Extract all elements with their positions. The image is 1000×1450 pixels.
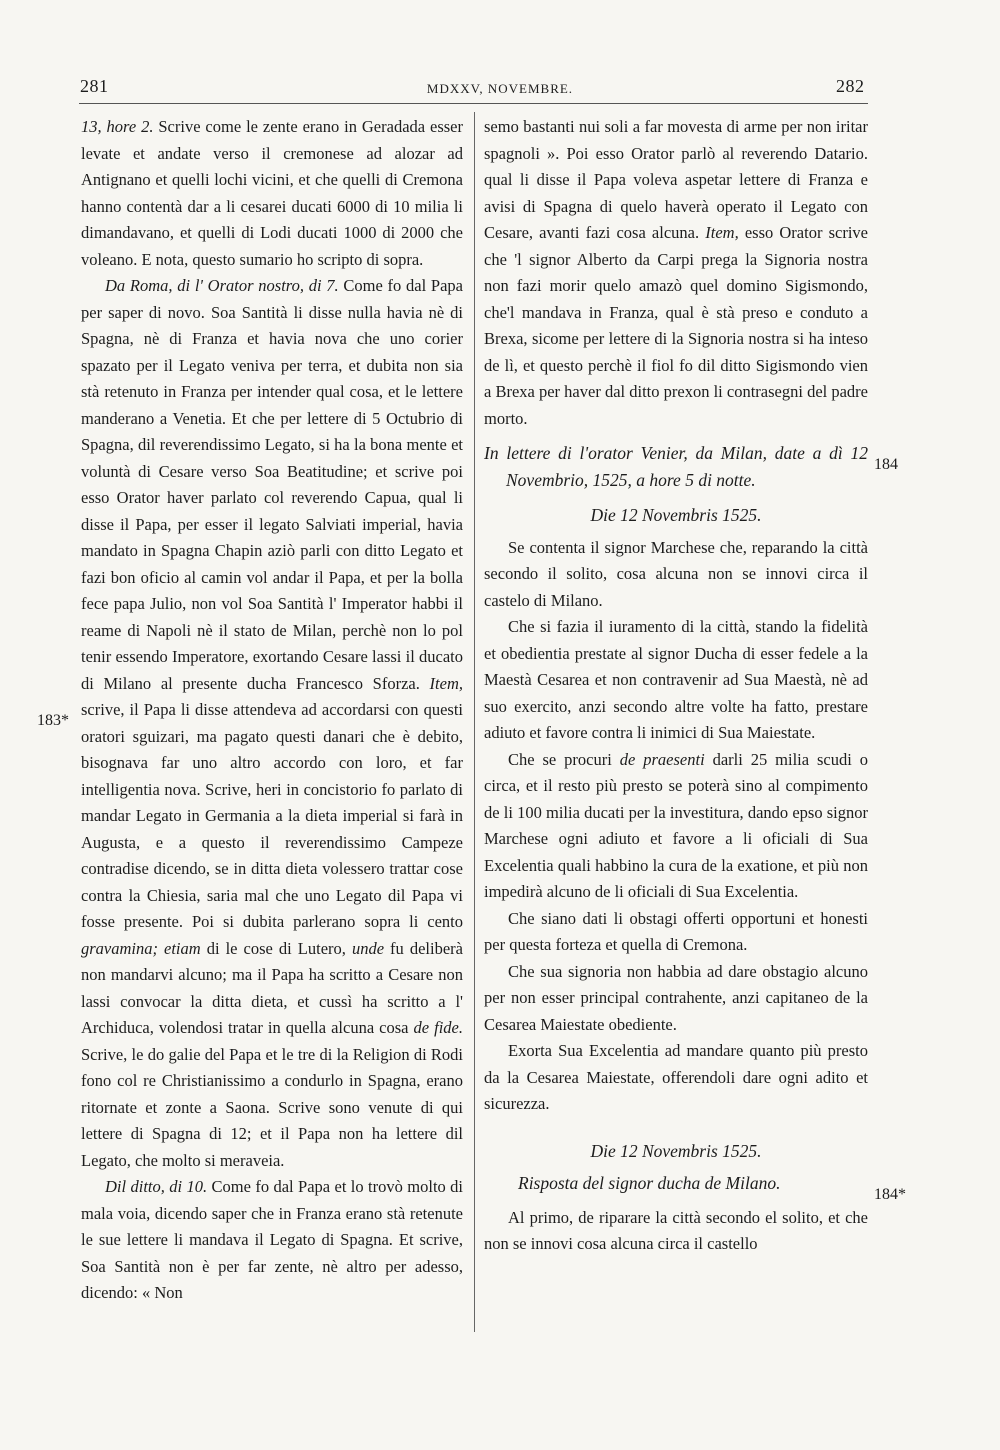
paragraph-text: Scrive come le zente erano in Geradada esser levate et andate verso il cremonese ad alozar ad Antignano et quelli lochi vicini, et che quelli di Cremona hanno contentà dar a li cesarei ducati 6000 di 10 milia li dimandavano, et quelli di Lodi ducati 1000 di 2000 che voleano. E nota, questo sumario ho scripto di sopra.	[81, 117, 463, 269]
paragraph	[484, 747, 868, 906]
paragraph-text: di le cose di Lutero,	[200, 938, 352, 958]
paragraph-text: darli 25 milia scudi o circa, et il resto più presto se poterà sino al compimento de li 100 milia ducati per la investitura, dando epso signor Marchese ogni adiuto et favore a li oficiali di Sua Excelentia quali habbino la cura de la exatione, et più non impedirà alcuno de li oficiali di Sua Excelentia.	[484, 749, 868, 901]
paragraph-text: Come fo dal Papa et lo trovò molto di mala voia, dicendo saper che in Franza erano stà retenute le sue lettere li mandava il Legato di Spagna. Et scrive, Soa Santità non è per far zente, nè altro per adesso, dicendo: « Non	[81, 1177, 464, 1302]
entry-lead: Da Roma, di l' Orator nostro, di 7.	[105, 276, 339, 295]
italic-term: de praesenti	[619, 749, 705, 769]
paragraph-text: semo bastanti nui soli a far movesta di arme per non iritar spagnoli ». Poi esso Orator parlò al reverendo Datario. qual li disse il Papa voleva aspetar lettere di Franza e avisi di Spagna di quelo haverà operato il Legato con Cesare, avanti fazi cosa alcuna.	[484, 117, 868, 242]
running-title: MDXXV, NOVEMBRE.	[426, 81, 574, 96]
paragraph-text: Come fo dal Papa per saper di novo. Soa Santità li disse nulla havia nè di Spagna, nè di Franza et havia nova che uno corier spazato per il Legato veniva per terra, et dubita non sia stà retenuto in Franza per intender qual cosa, et le lettere manderano a Venetia. Et che per lettere di 5 Octubrio di Spagna, dil reverendissimo Legato, si ha la bona mente et voluntà di Cesare verso Soa Beatitudine; et scrive poi esso Orator haver parlato col reverendo Capua, qual li disse il Papa, per esser il legato Salviati imperial, havia mandato in Spagna Chapin aziò parli con ditto Legato et fazi bon oficio al camin vol andar il Papa, et per la bolla fece papa Julio, non vol Soa Santità l' Imperator habbi il reame di Napoli nè il stato de Milan, perchè non lo pol tenir essendo Imperatore, exortando Cesare lassi il ducato di Milano al presente ducha Francesco Sforza.	[81, 276, 463, 693]
paragraph	[81, 273, 463, 1174]
margin-note-183: 183*	[37, 712, 69, 729]
paragraph	[484, 114, 868, 432]
paragraph-text: Scrive, le do galie del Papa et le tre di la Religion di Rodi fono col re Christianissimo a condurlo in Spagna, erano ritornate et zonte a Saona. Scrive sono venute di qui lettere di Spagna di 12; et il Papa non ha lettere dil Legato, che molto si meraveia.	[81, 1044, 463, 1170]
paragraph: Che si fazia il iuramento di la città, stando la fidelità et obedientia prestate al signor Ducha di esser fedele a la Maestà Cesarea et non contravenir ad Sua Maestà, nè ad suo exercito, anzi secondo altre volte ha fatto, prestare adiuto et favore contra li inimici di Sua Maiestate.	[484, 617, 868, 742]
left-page-number: 281	[80, 76, 109, 96]
paragraph-text: fu deliberà non mandarvi alcuno; ma il Papa ha scritto a Cesare non lassi convocar la ditta dieta, et cussì ha scritto a l' Archiduca, volendosi tratar in quella alcuna cosa	[81, 938, 463, 1037]
paragraph: Al primo, de riparare la città secondo el solito, et che non se innovi cosa alcuna circa il castello	[484, 1207, 868, 1253]
paragraph-text: Che se procuri	[508, 749, 620, 769]
margin-note-184: 184	[874, 456, 898, 473]
right-page-number: 282	[836, 76, 865, 96]
left-column	[81, 114, 463, 1307]
letter-heading: In lettere di l'orator Venier, da Milan, date a dì 12 Novembrio, 1525, a hore 5 di notte.	[484, 443, 868, 490]
italic-term: unde	[351, 938, 385, 958]
section-subheading: Risposta del signor ducha de Milano.	[518, 1173, 781, 1193]
paragraph	[81, 1174, 463, 1307]
paragraph: Exorta Sua Excelentia ad mandare quanto più presto da la Cesarea Maiestate, offerendoli dare ogni adito et sicurezza.	[484, 1041, 868, 1113]
margin-note-184-star: 184*	[874, 1186, 906, 1203]
paragraph: Che sua signoria non habbia ad dare obstagio alcuno per non esser principal contrahente, anzi capitaneo de la Cesarea Maiestate obediente.	[484, 961, 868, 1034]
paragraph-text: scrive, il Papa li disse attendeva ad accordarsi con questi oratori sguizari, ma pagato questi danari che è debito, bisognava far uno altro accordo con loro, et far intelligentia nova. Scrive, heri in concistorio fo parlato di mandar Legato in Germania a la dieta imperial si farà in Augusta, e a questo il reverendissimo Campeze contradise dicendo, se in ditta dieta volessero trattar cose contra la Chiesia, saria mal che uno Legato dil Papa vi fosse presente. Poi si dubita parlerano sopra li cento	[81, 700, 463, 931]
italic-term: gravamina; etiam	[81, 938, 201, 958]
date-heading: Die 12 Novembris 1525.	[590, 1140, 762, 1161]
column-divider	[474, 112, 475, 1332]
paragraph: Se contenta il signor Marchese che, reparando la città secondo il solito, cosa alcuna non se innovi circa il castelo di Milano.	[484, 537, 868, 610]
italic-term: Item,	[429, 673, 463, 693]
paragraph	[81, 114, 463, 273]
entry-lead: 13, hore 2.	[81, 117, 154, 136]
italic-term: de fide.	[413, 1018, 463, 1037]
right-column	[484, 114, 868, 1258]
paragraph: Che siano dati li obstagi offerti opportuni et honesti per questa forteza et quella di Cremona.	[484, 908, 868, 954]
paragraph-text: esso Orator scrive che 'l signor Alberto da Carpi prega la Signoria nostra non fazi morir quelo amazò quel domino Sigismondo, che'l mandava in Franza, qual è stà preso e conduto a Brexa, sicome per lettere di la Signoria nostra si ha inteso de lì, et questo perchè il fiol fo dil ditto Sigismondo vien a Brexa per haver dal ditto prexon li contrasegni del padre morto.	[484, 223, 868, 428]
entry-lead: Dil ditto, di 10.	[105, 1177, 208, 1196]
italic-term: Item,	[705, 223, 739, 242]
header-rule	[79, 103, 868, 104]
date-heading: Die 12 Novembris 1525.	[590, 505, 762, 525]
